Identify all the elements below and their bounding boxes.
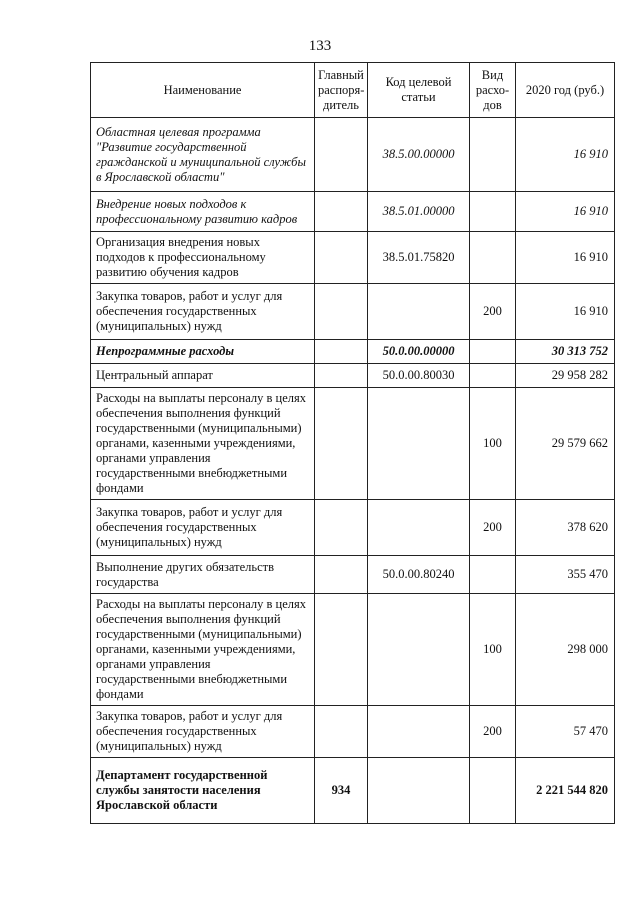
- row-main-admin-cell: [315, 556, 368, 594]
- table-body: [91, 118, 615, 824]
- row-expense-type-cell: 100: [470, 594, 516, 706]
- row-target-code-cell: [368, 594, 470, 706]
- row-amount-cell: 16 910: [516, 284, 615, 340]
- row-main-admin-cell: [315, 706, 368, 758]
- row-name-cell: Центральный аппарат: [91, 364, 315, 388]
- row-target-code-cell: [368, 284, 470, 340]
- row-name-cell: Организация внедрения новых подходов к профессиональному развитию обучения кадров: [91, 232, 315, 284]
- table-row: [91, 340, 615, 364]
- row-amount-cell: 29 958 282: [516, 364, 615, 388]
- row-expense-type-cell: [470, 556, 516, 594]
- row-main-admin-cell: [315, 500, 368, 556]
- table-row: [91, 758, 615, 824]
- header-target-code: Код целевой статьи: [368, 63, 470, 118]
- row-name-cell: Расходы на выплаты персоналу в целях обеспечения выполнения функций государственными (муниципальными) органами, казенными учреждениями, органами управления государственными внебюджетными фондами: [91, 388, 315, 500]
- row-target-code-cell: 38.5.00.00000: [368, 118, 470, 192]
- row-amount-cell: 16 910: [516, 192, 615, 232]
- row-target-code-cell: [368, 388, 470, 500]
- row-expense-type-cell: [470, 192, 516, 232]
- row-target-code-cell: 50.0.00.00000: [368, 340, 470, 364]
- table-row: [91, 118, 615, 192]
- row-target-code-cell: 38.5.01.00000: [368, 192, 470, 232]
- row-amount-cell: 30 313 752: [516, 340, 615, 364]
- row-name-cell: Внедрение новых подходов к профессиональному развитию кадров: [91, 192, 315, 232]
- row-target-code-cell: 50.0.00.80240: [368, 556, 470, 594]
- header-expense-type: Вид расхо-дов: [470, 63, 516, 118]
- table-row: [91, 594, 615, 706]
- table-row: [91, 500, 615, 556]
- row-main-admin-cell: [315, 388, 368, 500]
- row-expense-type-cell: [470, 758, 516, 824]
- row-name-cell: Закупка товаров, работ и услуг для обеспечения государственных (муниципальных) нужд: [91, 500, 315, 556]
- row-amount-cell: 16 910: [516, 118, 615, 192]
- table-row: [91, 364, 615, 388]
- budget-table: [90, 62, 615, 824]
- row-amount-cell: 2 221 544 820: [516, 758, 615, 824]
- row-name-cell: Непрограммные расходы: [91, 340, 315, 364]
- row-main-admin-cell: [315, 118, 368, 192]
- row-target-code-cell: 50.0.00.80030: [368, 364, 470, 388]
- row-expense-type-cell: [470, 118, 516, 192]
- row-expense-type-cell: 200: [470, 706, 516, 758]
- row-main-admin-cell: [315, 284, 368, 340]
- table-row: [91, 284, 615, 340]
- header-year-amount: 2020 год (руб.): [516, 63, 615, 118]
- table-row: [91, 706, 615, 758]
- row-main-admin-cell: [315, 364, 368, 388]
- row-name-cell: Расходы на выплаты персоналу в целях обеспечения выполнения функций государственными (муниципальными) органами, казенными учреждениями, органами управления государственными внебюджетными фондами: [91, 594, 315, 706]
- row-expense-type-cell: [470, 232, 516, 284]
- table-row: [91, 192, 615, 232]
- row-expense-type-cell: [470, 340, 516, 364]
- row-expense-type-cell: [470, 364, 516, 388]
- row-amount-cell: 355 470: [516, 556, 615, 594]
- table-row: [91, 388, 615, 500]
- row-target-code-cell: [368, 706, 470, 758]
- row-amount-cell: 57 470: [516, 706, 615, 758]
- row-name-cell: Областная целевая программа "Развитие государственной гражданской и муниципальной службы в Ярославской области": [91, 118, 315, 192]
- row-main-admin-cell: [315, 192, 368, 232]
- row-target-code-cell: 38.5.01.75820: [368, 232, 470, 284]
- header-main-admin: Главный распоря-дитель: [315, 63, 368, 118]
- row-amount-cell: 16 910: [516, 232, 615, 284]
- header-name: Наименование: [91, 63, 315, 118]
- row-name-cell: Выполнение других обязательств государства: [91, 556, 315, 594]
- row-name-cell: Департамент государственной службы занятости населения Ярославской области: [91, 758, 315, 824]
- row-name-cell: Закупка товаров, работ и услуг для обеспечения государственных (муниципальных) нужд: [91, 284, 315, 340]
- row-main-admin-cell: 934: [315, 758, 368, 824]
- row-amount-cell: 29 579 662: [516, 388, 615, 500]
- table-row: [91, 556, 615, 594]
- row-amount-cell: 298 000: [516, 594, 615, 706]
- table-header-row: [91, 63, 615, 118]
- row-expense-type-cell: 200: [470, 500, 516, 556]
- row-main-admin-cell: [315, 594, 368, 706]
- table-row: [91, 232, 615, 284]
- row-main-admin-cell: [315, 232, 368, 284]
- row-target-code-cell: [368, 758, 470, 824]
- row-expense-type-cell: 100: [470, 388, 516, 500]
- row-amount-cell: 378 620: [516, 500, 615, 556]
- row-main-admin-cell: [315, 340, 368, 364]
- row-name-cell: Закупка товаров, работ и услуг для обеспечения государственных (муниципальных) нужд: [91, 706, 315, 758]
- page-number: 133: [308, 38, 332, 54]
- row-target-code-cell: [368, 500, 470, 556]
- row-expense-type-cell: 200: [470, 284, 516, 340]
